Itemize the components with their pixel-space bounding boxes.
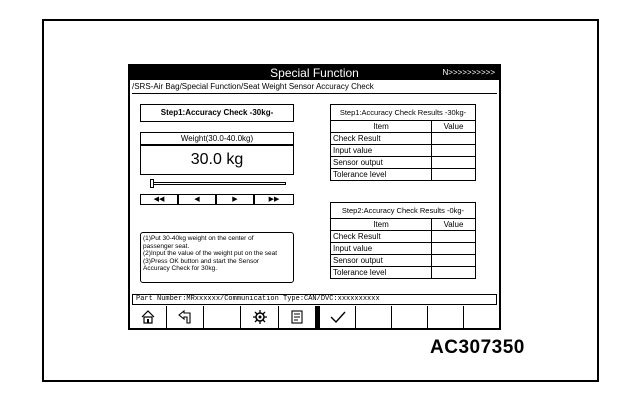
toolbar-blank-button[interactable] (392, 306, 428, 328)
instruction-line: passenger seat. (143, 242, 190, 250)
table-row (331, 169, 476, 181)
row-value (432, 133, 476, 145)
status-bar: Part Number:MRxxxxxx/Communication Type:CAN/DVC:xxxxxxxxxx (132, 294, 497, 305)
column-header-value: Value (432, 121, 476, 133)
step-back-button[interactable] (178, 194, 216, 205)
toolbar-blank-button[interactable] (356, 306, 392, 328)
settings-button[interactable] (241, 306, 279, 328)
breadcrumb-divider (132, 93, 497, 94)
column-header-value: Value (432, 219, 476, 231)
row-value (432, 267, 476, 279)
fast-rewind-icon: ◀◀ (153, 196, 165, 203)
row-label: Check Result (331, 133, 432, 145)
row-label: Input value (331, 243, 432, 255)
row-value (432, 243, 476, 255)
home-icon (141, 310, 155, 324)
back-icon (177, 310, 193, 324)
table-row (331, 145, 476, 157)
special-function-window (128, 64, 501, 330)
table-row (331, 157, 476, 169)
row-value (432, 169, 476, 181)
home-button[interactable] (130, 306, 167, 328)
print-button[interactable] (279, 306, 316, 328)
toolbar-blank-button[interactable] (428, 306, 464, 328)
toolbar-blank-button[interactable] (204, 306, 241, 328)
row-label: Sensor output (331, 255, 432, 267)
instruction-line: (3)Press OK button and start the Sensor (143, 257, 259, 265)
results-caption-0kg: Step2:Accuracy Check Results -0kg- (331, 203, 476, 219)
results-table-0kg (330, 202, 476, 279)
figure-reference-code: AC307350 (430, 337, 525, 358)
fast-forward-icon: ▶▶ (268, 196, 280, 203)
table-row (331, 267, 476, 279)
fast-rewind-button[interactable] (140, 194, 178, 205)
column-header-item: Item (331, 219, 432, 231)
row-value (432, 157, 476, 169)
instructions-box (140, 232, 294, 283)
fast-forward-button[interactable] (254, 194, 294, 205)
weight-slider-handle[interactable] (150, 179, 154, 188)
weight-value-display[interactable]: 30.0 kg (140, 145, 294, 175)
instruction-line: Accuracy Check for 30kg. (143, 265, 218, 272)
row-value (432, 255, 476, 267)
step-forward-icon: ▶ (232, 196, 238, 203)
window-title: Special Function (270, 66, 359, 80)
ok-check-icon (330, 311, 346, 323)
row-label: Input value (331, 145, 432, 157)
row-value (432, 231, 476, 243)
toolbar-blank-button[interactable] (464, 306, 499, 328)
step-back-icon: ◀ (194, 196, 200, 203)
print-icon (291, 310, 303, 324)
weight-slider-track[interactable] (150, 182, 286, 185)
results-table-30kg (330, 104, 476, 181)
table-row (331, 255, 476, 267)
settings-icon (253, 310, 267, 324)
breadcrumb: /SRS-Air Bag/Special Function/Seat Weight Sensor Accuracy Check (132, 82, 374, 91)
step-title: Step1:Accuracy Check -30kg- (160, 108, 274, 117)
instruction-line: (1)Put 30-40kg weight on the center of (143, 235, 254, 242)
row-label: Tolerance level (331, 267, 432, 279)
ok-button[interactable] (320, 306, 356, 328)
title-right-indicator: N>>>>>>>>>> (442, 68, 495, 77)
instruction-line: (2)Input the value of the weight put on the seat (143, 250, 278, 257)
step-title-box (140, 104, 294, 122)
row-label: Sensor output (331, 157, 432, 169)
table-row (331, 231, 476, 243)
weight-range-label: Weight(30.0-40.0kg) (140, 132, 294, 145)
table-row (331, 243, 476, 255)
row-label: Check Result (331, 231, 432, 243)
results-caption-30kg: Step1:Accuracy Check Results -30kg- (331, 105, 476, 121)
column-header-item: Item (331, 121, 432, 133)
row-label: Tolerance level (331, 169, 432, 181)
table-row (331, 133, 476, 145)
back-button[interactable] (167, 306, 204, 328)
step-forward-button[interactable] (216, 194, 254, 205)
bottom-toolbar (130, 306, 499, 328)
row-value (432, 145, 476, 157)
title-bar (130, 66, 499, 80)
